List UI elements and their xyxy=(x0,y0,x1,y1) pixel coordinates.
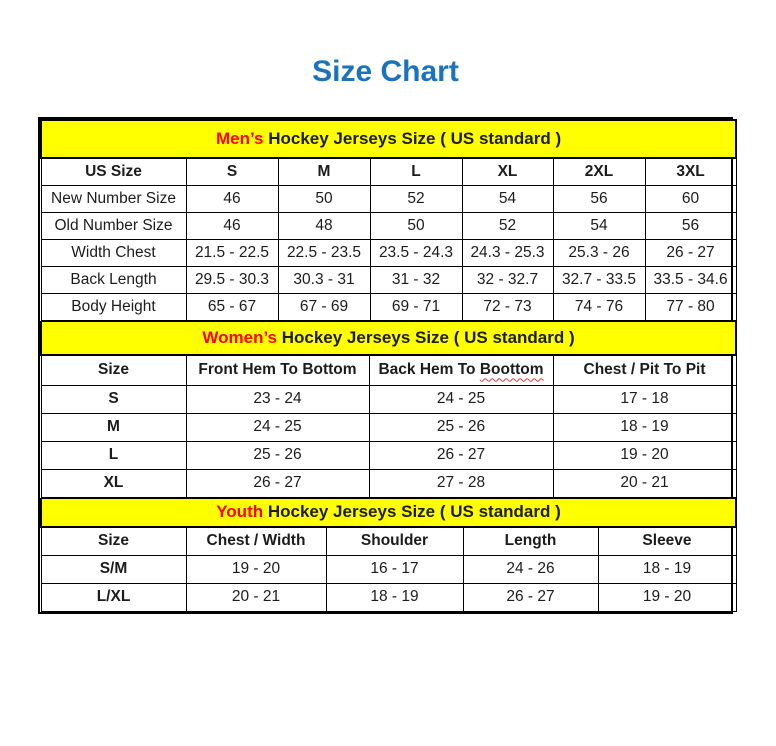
size-value-cell: 50 xyxy=(278,185,370,212)
table-row xyxy=(41,212,736,239)
size-value-cell: 67 - 69 xyxy=(278,293,370,320)
size-value-cell: 32.7 - 33.5 xyxy=(553,266,645,293)
column-header: S xyxy=(186,158,278,185)
table-row xyxy=(41,239,736,266)
column-header xyxy=(369,355,553,385)
size-value-cell: 25.3 - 26 xyxy=(553,239,645,266)
size-value-cell: 18 - 19 xyxy=(326,583,463,611)
size-value-cell: 16 - 17 xyxy=(326,555,463,583)
size-value-cell: 33.5 - 34.6 xyxy=(645,266,736,293)
row-label: L/XL xyxy=(41,583,186,611)
size-value-cell: 26 - 27 xyxy=(463,583,598,611)
table-row xyxy=(41,385,736,413)
size-value-cell: 60 xyxy=(645,185,736,212)
size-chart-tables xyxy=(38,117,733,614)
size-value-cell: 74 - 76 xyxy=(553,293,645,320)
youth-header-row xyxy=(41,527,736,555)
size-value-cell: 27 - 28 xyxy=(369,469,553,497)
mens-size-table xyxy=(40,119,737,321)
size-value-cell: 54 xyxy=(462,185,553,212)
column-header: Size xyxy=(41,355,186,385)
size-value-cell: 22.5 - 23.5 xyxy=(278,239,370,266)
row-label: New Number Size xyxy=(41,185,186,212)
band-highlight-text: Women’s xyxy=(202,327,277,347)
column-header: 2XL xyxy=(553,158,645,185)
size-value-cell: 46 xyxy=(186,185,278,212)
size-value-cell: 46 xyxy=(186,212,278,239)
table-row xyxy=(41,583,736,611)
size-value-cell: 56 xyxy=(553,185,645,212)
size-value-cell: 48 xyxy=(278,212,370,239)
row-label: M xyxy=(41,413,186,441)
mens-band-row xyxy=(41,120,736,158)
size-value-cell: 19 - 20 xyxy=(598,583,736,611)
size-value-cell: 17 - 18 xyxy=(553,385,736,413)
size-value-cell: 26 - 27 xyxy=(369,441,553,469)
table-row xyxy=(41,293,736,320)
band-text: Hockey Jerseys Size ( US standard ) xyxy=(263,502,561,522)
size-value-cell: 20 - 21 xyxy=(553,469,736,497)
womens-section-band xyxy=(41,321,736,355)
size-value-cell: 19 - 20 xyxy=(186,555,326,583)
mens-section-band xyxy=(41,120,736,158)
size-value-cell: 30.3 - 31 xyxy=(278,266,370,293)
size-value-cell: 26 - 27 xyxy=(645,239,736,266)
size-value-cell: 23 - 24 xyxy=(186,385,369,413)
row-label: Body Height xyxy=(41,293,186,320)
size-value-cell: 25 - 26 xyxy=(186,441,369,469)
column-header: Chest / Width xyxy=(186,527,326,555)
size-value-cell: 72 - 73 xyxy=(462,293,553,320)
size-value-cell: 69 - 71 xyxy=(370,293,462,320)
size-value-cell: 26 - 27 xyxy=(186,469,369,497)
youth-size-table xyxy=(40,498,737,612)
mens-header-row xyxy=(41,158,736,185)
size-value-cell: 24 - 26 xyxy=(463,555,598,583)
table-row xyxy=(41,266,736,293)
band-highlight-text: Men’s xyxy=(215,129,264,148)
size-value-cell: 54 xyxy=(553,212,645,239)
size-value-cell: 29.5 - 30.3 xyxy=(186,266,278,293)
size-value-cell: 52 xyxy=(462,212,553,239)
size-value-cell: 65 - 67 xyxy=(186,293,278,320)
size-value-cell: 25 - 26 xyxy=(369,413,553,441)
table-row xyxy=(41,555,736,583)
table-row xyxy=(41,413,736,441)
size-value-cell: 52 xyxy=(370,185,462,212)
column-header: Shoulder xyxy=(326,527,463,555)
row-label: Old Number Size xyxy=(41,212,186,239)
size-value-cell: 32 - 32.7 xyxy=(462,266,553,293)
band-text: Hockey Jerseys Size ( US standard ) xyxy=(277,327,575,347)
size-value-cell: 31 - 32 xyxy=(370,266,462,293)
column-header: Sleeve xyxy=(598,527,736,555)
table-row xyxy=(41,185,736,212)
column-header: Size xyxy=(41,527,186,555)
size-value-cell: 23.5 - 24.3 xyxy=(370,239,462,266)
row-label: XL xyxy=(41,469,186,497)
size-value-cell: 19 - 20 xyxy=(553,441,736,469)
youth-section-band xyxy=(41,498,736,527)
row-label: Back Length xyxy=(41,266,186,293)
column-header: US Size xyxy=(41,158,186,185)
row-label: L xyxy=(41,441,186,469)
column-header: Chest / Pit To Pit xyxy=(553,355,736,385)
size-value-cell: 21.5 - 22.5 xyxy=(186,239,278,266)
womens-band-row xyxy=(41,321,736,355)
size-chart-page xyxy=(0,54,776,614)
size-value-cell: 24 - 25 xyxy=(186,413,369,441)
misspelled-word: Boottom xyxy=(479,361,544,379)
row-label: Width Chest xyxy=(41,239,186,266)
column-header: XL xyxy=(462,158,553,185)
table-row xyxy=(41,441,736,469)
band-highlight-text: Youth xyxy=(216,502,264,522)
size-value-cell: 18 - 19 xyxy=(553,413,736,441)
size-value-cell: 56 xyxy=(645,212,736,239)
size-value-cell: 20 - 21 xyxy=(186,583,326,611)
youth-band-row xyxy=(41,498,736,527)
size-value-cell: 24 - 25 xyxy=(369,385,553,413)
womens-size-table xyxy=(40,321,737,498)
womens-header-row xyxy=(41,355,736,385)
column-header: M xyxy=(278,158,370,185)
size-value-cell: 50 xyxy=(370,212,462,239)
band-text: Hockey Jerseys Size ( US standard ) xyxy=(263,129,562,148)
row-label: S/M xyxy=(41,555,186,583)
size-value-cell: 24.3 - 25.3 xyxy=(462,239,553,266)
row-label: S xyxy=(41,385,186,413)
column-header: Length xyxy=(463,527,598,555)
column-header: Front Hem To Bottom xyxy=(186,355,369,385)
table-row xyxy=(41,469,736,497)
header-text: Back Hem To xyxy=(378,361,480,379)
page-title: Size Chart xyxy=(312,55,459,88)
column-header: L xyxy=(370,158,462,185)
size-value-cell: 18 - 19 xyxy=(598,555,736,583)
column-header: 3XL xyxy=(645,158,736,185)
size-value-cell: 77 - 80 xyxy=(645,293,736,320)
